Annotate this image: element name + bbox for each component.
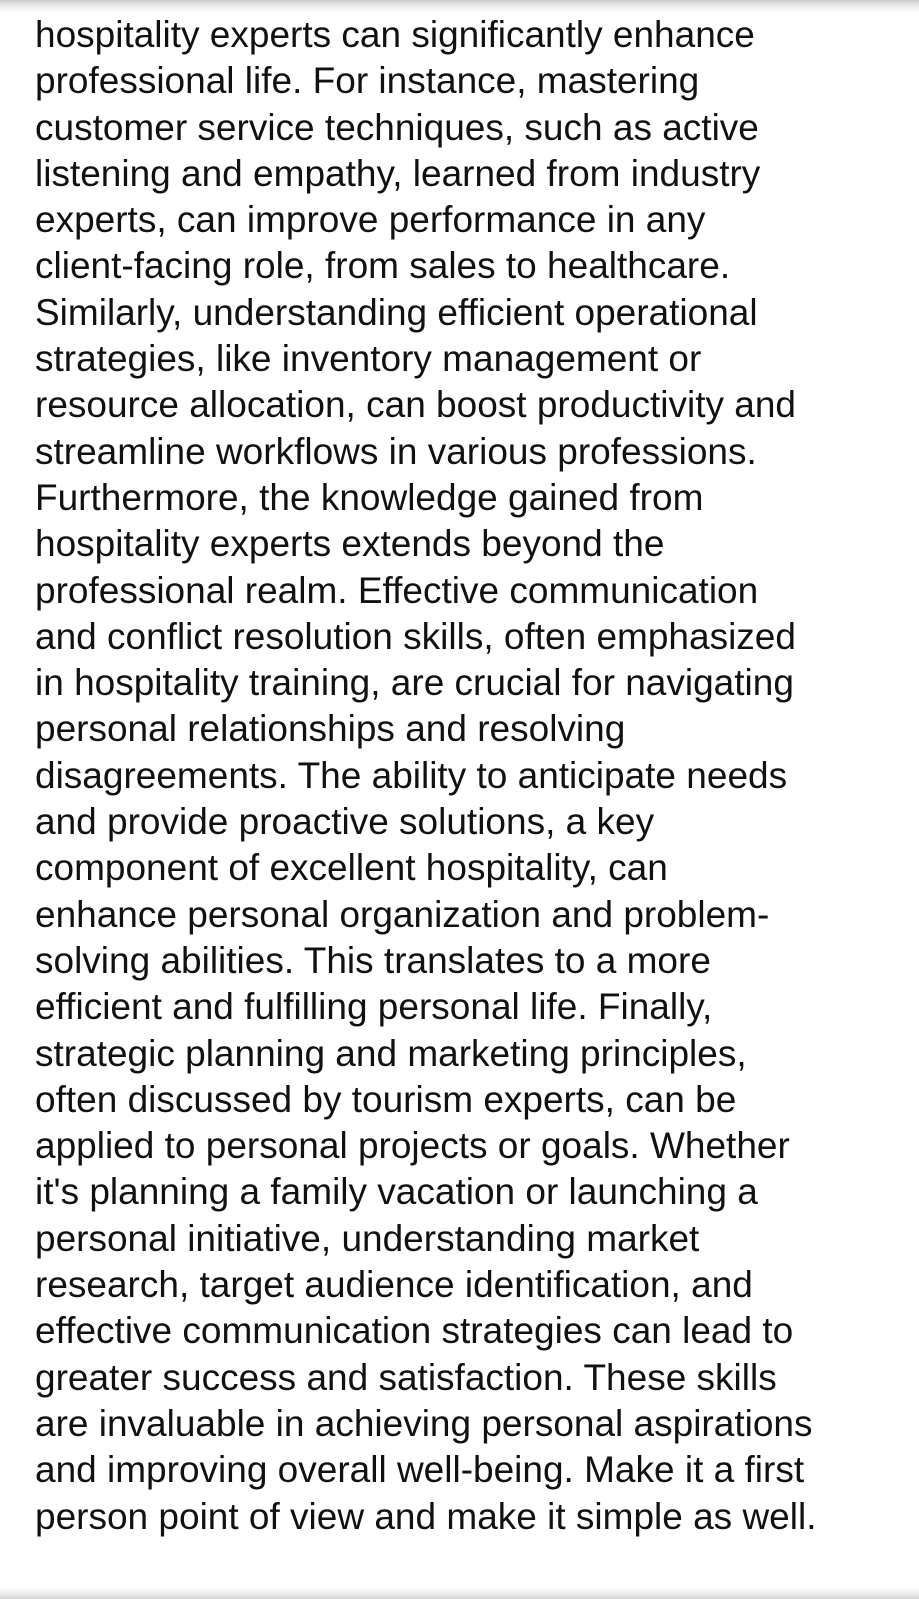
- message-line: strategic planning and marketing principles,: [35, 1032, 747, 1074]
- message-line: applied to personal projects or goals. Whether: [35, 1125, 790, 1167]
- message-line: strategies, like inventory management or: [35, 338, 702, 380]
- message-line: and improving overall well-being. Make it a first: [35, 1449, 805, 1491]
- message-line: experts, can improve performance in any: [35, 199, 706, 241]
- message-line: it's planning a family vacation or launching a: [35, 1171, 758, 1213]
- message-line: and conflict resolution skills, often emphasized: [35, 615, 796, 657]
- message-line: and provide proactive solutions, a key: [35, 801, 655, 843]
- message-line: personal initiative, understanding market: [35, 1217, 700, 1259]
- bottom-edge-shadow: [0, 1587, 919, 1599]
- message-line: professional realm. Effective communication: [35, 569, 759, 611]
- message-line: disagreements. The ability to anticipate needs: [35, 754, 788, 796]
- message-line: solving abilities. This translates to a more: [35, 939, 711, 981]
- message-line: research, target audience identification, and: [35, 1264, 753, 1306]
- message-line: component of excellent hospitality, can: [35, 847, 668, 889]
- message-line: in hospitality training, are crucial for navigating: [35, 662, 794, 704]
- message-line: person point of view and make it simple as well.: [35, 1495, 817, 1537]
- message-text: [35, 12, 915, 1540]
- message-line: effective communication strategies can lead to: [35, 1310, 794, 1352]
- message-line: personal relationships and resolving: [35, 708, 626, 750]
- message-line: professional life. For instance, mastering: [35, 60, 700, 102]
- message-line: Furthermore, the knowledge gained from: [35, 476, 704, 518]
- message-line: Similarly, understanding efficient operational: [35, 291, 758, 333]
- message-line: client-facing role, from sales to healthcare.: [35, 245, 731, 287]
- message-line: listening and empathy, learned from industry: [35, 152, 761, 194]
- message-line: often discussed by tourism experts, can be: [35, 1078, 737, 1120]
- message-line: greater success and satisfaction. These skills: [35, 1356, 777, 1398]
- message-line: are invaluable in achieving personal aspirations: [35, 1402, 813, 1444]
- message-line: customer service techniques, such as active: [35, 106, 759, 148]
- message-line: streamline workflows in various professions.: [35, 430, 757, 472]
- message-line: enhance personal organization and problem-: [35, 893, 770, 935]
- message-line: resource allocation, can boost productivity and: [35, 384, 796, 426]
- message-line: hospitality experts can significantly enhance: [35, 14, 755, 55]
- message-line: hospitality experts extends beyond the: [35, 523, 665, 565]
- message-line: efficient and fulfilling personal life. Finally,: [35, 986, 713, 1028]
